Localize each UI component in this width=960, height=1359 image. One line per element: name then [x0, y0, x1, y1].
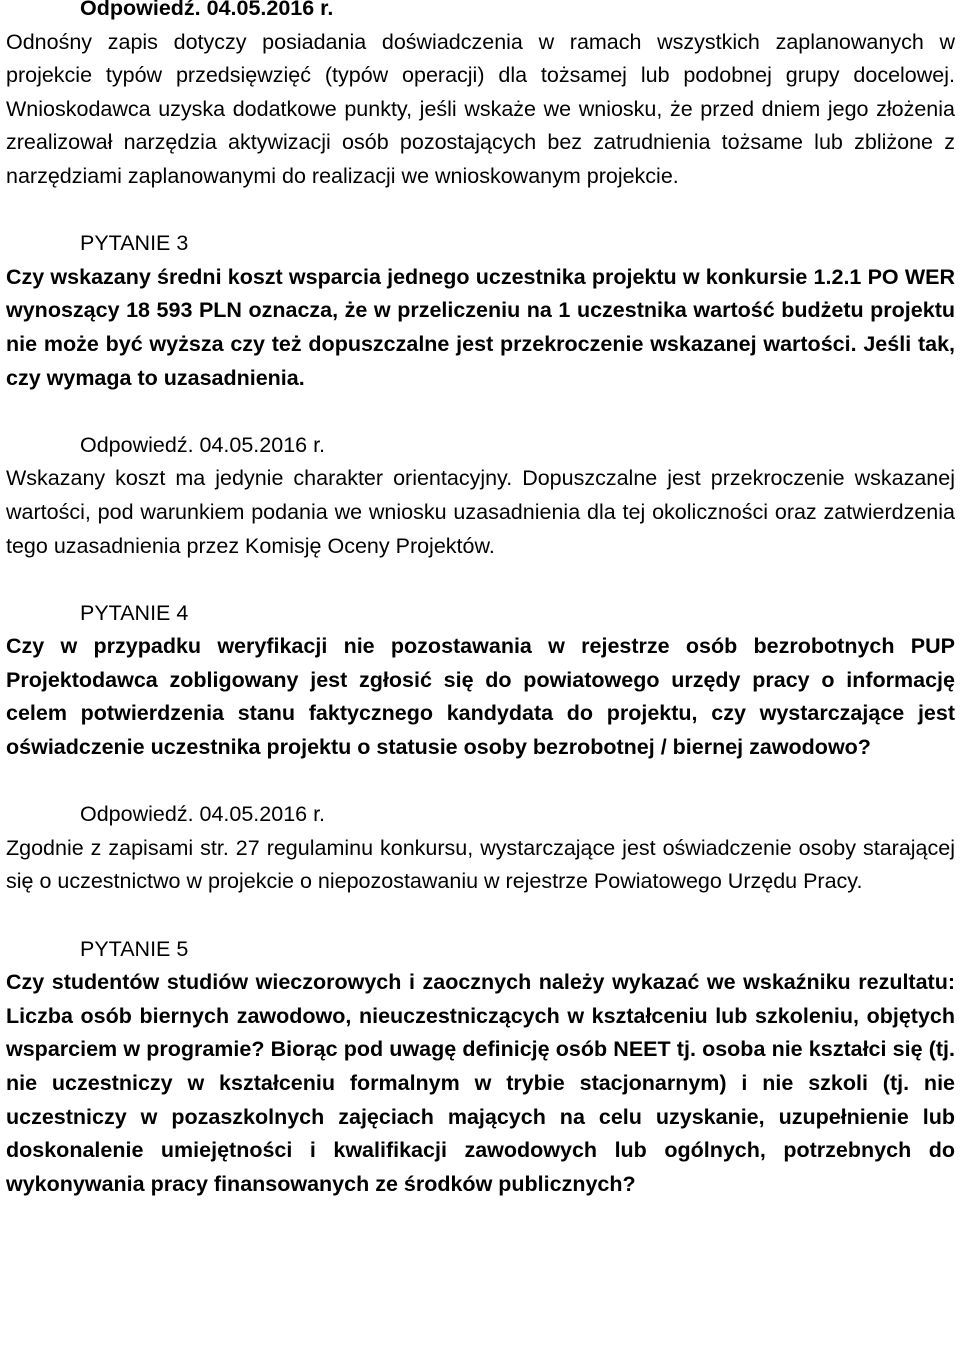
question-heading-5: PYTANIE 5 — [80, 936, 189, 961]
answer-label-3: Odpowiedź. 04.05.2016 r. — [80, 432, 326, 457]
question-text-3: Czy wskazany średni koszt wsparcia jednego uczestnika projektu w konkursie 1.2.1 PO WER wynoszący 18 593 PLN oznacza, że w przeliczeniu na 1 uczestnika wartość budżetu projektu nie może być wyższa czy też dopuszczalne jest przekroczenie wskazanej wartości. Jeśli tak, czy wymaga to uzasadnienia. — [6, 264, 955, 390]
spacer — [6, 395, 955, 429]
answer-text-4: Zgodnie z zapisami str. 27 regulaminu konkursu, wystarczające jest oświadczenie osoby starającej się o uczestnictwo w projekcie o niepozostawaniu w rejestrze Powiatowego Urzędu Pracy. — [6, 835, 955, 894]
question-heading-3: PYTANIE 3 — [80, 231, 189, 256]
answer-label-4: Odpowiedź. 04.05.2016 r. — [80, 802, 326, 827]
spacer — [6, 194, 955, 228]
question-heading-4: PYTANIE 4 — [80, 600, 189, 625]
answer-text-1: Odnośny zapis dotyczy posiadania doświadczenia w ramach wszystkich zaplanowanych w projekcie typów przedsięwzięć (typów operacji) dla tożsamej lub podobnej grupy docelowej. Wnioskodawca uzyska dodatkowe punkty, jeśli wskaże we wniosku, że przed dniem jego złożenia zrealizował narzędzia aktywizacji osób pozostających bez zatrudnienia tożsame lub zbliżone z narzędziami zaplanowanymi do realizacji we wnioskowanym projekcie. — [6, 29, 955, 188]
question-text-4: Czy w przypadku weryfikacji nie pozostawania w rejestrze osób bezrobotnych PUP Projektodawca zobligowany jest zgłosić się do powiatowego urzędy pracy o informację celem potwierdzenia stanu faktycznego kandydata do projektu, czy wystarczające jest oświadczenie uczestnika projektu o statusie osoby bezrobotnej / biernej zawodowo? — [6, 634, 955, 760]
answer-label-1: Odpowiedź. 04.05.2016 r. — [80, 0, 334, 20]
answer-text-3: Wskazany koszt ma jedynie charakter orientacyjny. Dopuszczalne jest przekroczenie wskazanej wartości, pod warunkiem podania we wniosku uzasadnienia dla tej okoliczności oraz zatwierdzenia tego uzasadnienia przez Komisję Oceny Projektów. — [6, 466, 955, 558]
spacer — [6, 563, 955, 597]
spacer — [6, 899, 955, 933]
question-text-5: Czy studentów studiów wieczorowych i zaocznych należy wykazać we wskaźniku rezultatu: Liczba osób biernych zawodowo, nieuczestniczących w kształceniu lub szkoleniu, objętych wsparciem w programie? Biorąc pod uwagę definicję osób NEET tj. osoba nie kształci się (tj. nie uczestniczy w kształceniu formalnym w trybie stacjonarnym) i nie szkoli (tj. nie uczestniczy w pozaszkolnych zajęciach mających na celu uzyskanie, uzupełnienie lub doskonalenie umiejętności i kwalifikacji zawodowych lub ogólnych, potrzebnych do wykonywania pracy finansowanych ze środków publicznych? — [6, 970, 955, 1196]
spacer — [6, 765, 955, 799]
